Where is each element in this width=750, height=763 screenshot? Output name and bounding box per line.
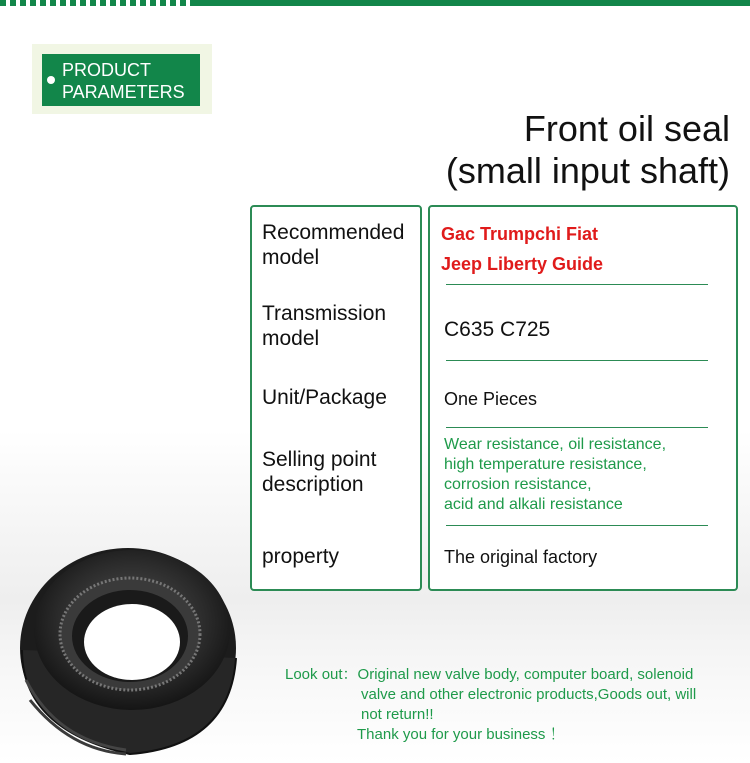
label-line: Transmission <box>262 302 387 325</box>
section-badge <box>42 54 200 106</box>
selling-point-value <box>444 435 666 515</box>
label-line: Selling point <box>262 448 377 471</box>
recommended-model-label <box>262 220 404 270</box>
value-line: Gac Trumpchi Fiat <box>441 224 599 244</box>
selling-point-label <box>262 447 376 497</box>
bullet-icon <box>47 76 55 84</box>
notice-line-2: valve and other electronic products,Goods out, will <box>361 686 697 703</box>
row-divider <box>446 360 708 361</box>
unit-package-label: Unit/Package <box>262 386 387 409</box>
value-line: Jeep Liberty Guide <box>441 254 604 274</box>
label-line: model <box>262 327 320 350</box>
transmission-model-value: C635 C725 <box>444 318 551 341</box>
oil-seal-image <box>10 530 240 760</box>
param-label-column <box>250 205 422 591</box>
notice-line-3: not return!! <box>361 706 434 723</box>
row-divider <box>446 284 708 285</box>
product-title-line-2: (small input shaft) <box>445 150 730 191</box>
top-decoration-bar <box>0 0 750 12</box>
product-title-line-1: Front oil seal <box>523 108 730 149</box>
param-value-column <box>428 205 738 591</box>
badge-line-1: PRODUCT <box>62 60 151 80</box>
value-line: corrosion resistance, <box>444 476 592 493</box>
section-badge-text <box>62 59 185 103</box>
notice-line-4: Thank you for your business ！ <box>357 726 565 743</box>
row-divider <box>446 525 708 526</box>
property-label: property <box>262 545 340 568</box>
notice-line-1: Look out：Original new valve body, computer board, solenoid <box>285 666 694 683</box>
label-line: description <box>262 473 364 496</box>
value-line: acid and alkali resistance <box>444 496 623 513</box>
value-line: Wear resistance, oil resistance, <box>444 436 667 453</box>
recommended-model-value <box>441 219 603 279</box>
label-line: model <box>262 246 320 269</box>
transmission-model-label <box>262 301 386 351</box>
unit-package-value: One Pieces <box>444 389 538 409</box>
top-line <box>190 0 750 6</box>
label-line: Recommended <box>262 221 405 244</box>
top-stripes <box>0 0 190 6</box>
badge-line-2: PARAMETERS <box>62 82 185 102</box>
property-value: The original factory <box>444 547 598 567</box>
row-divider <box>446 427 708 428</box>
product-title <box>446 108 730 192</box>
value-line: high temperature resistance, <box>444 456 647 473</box>
